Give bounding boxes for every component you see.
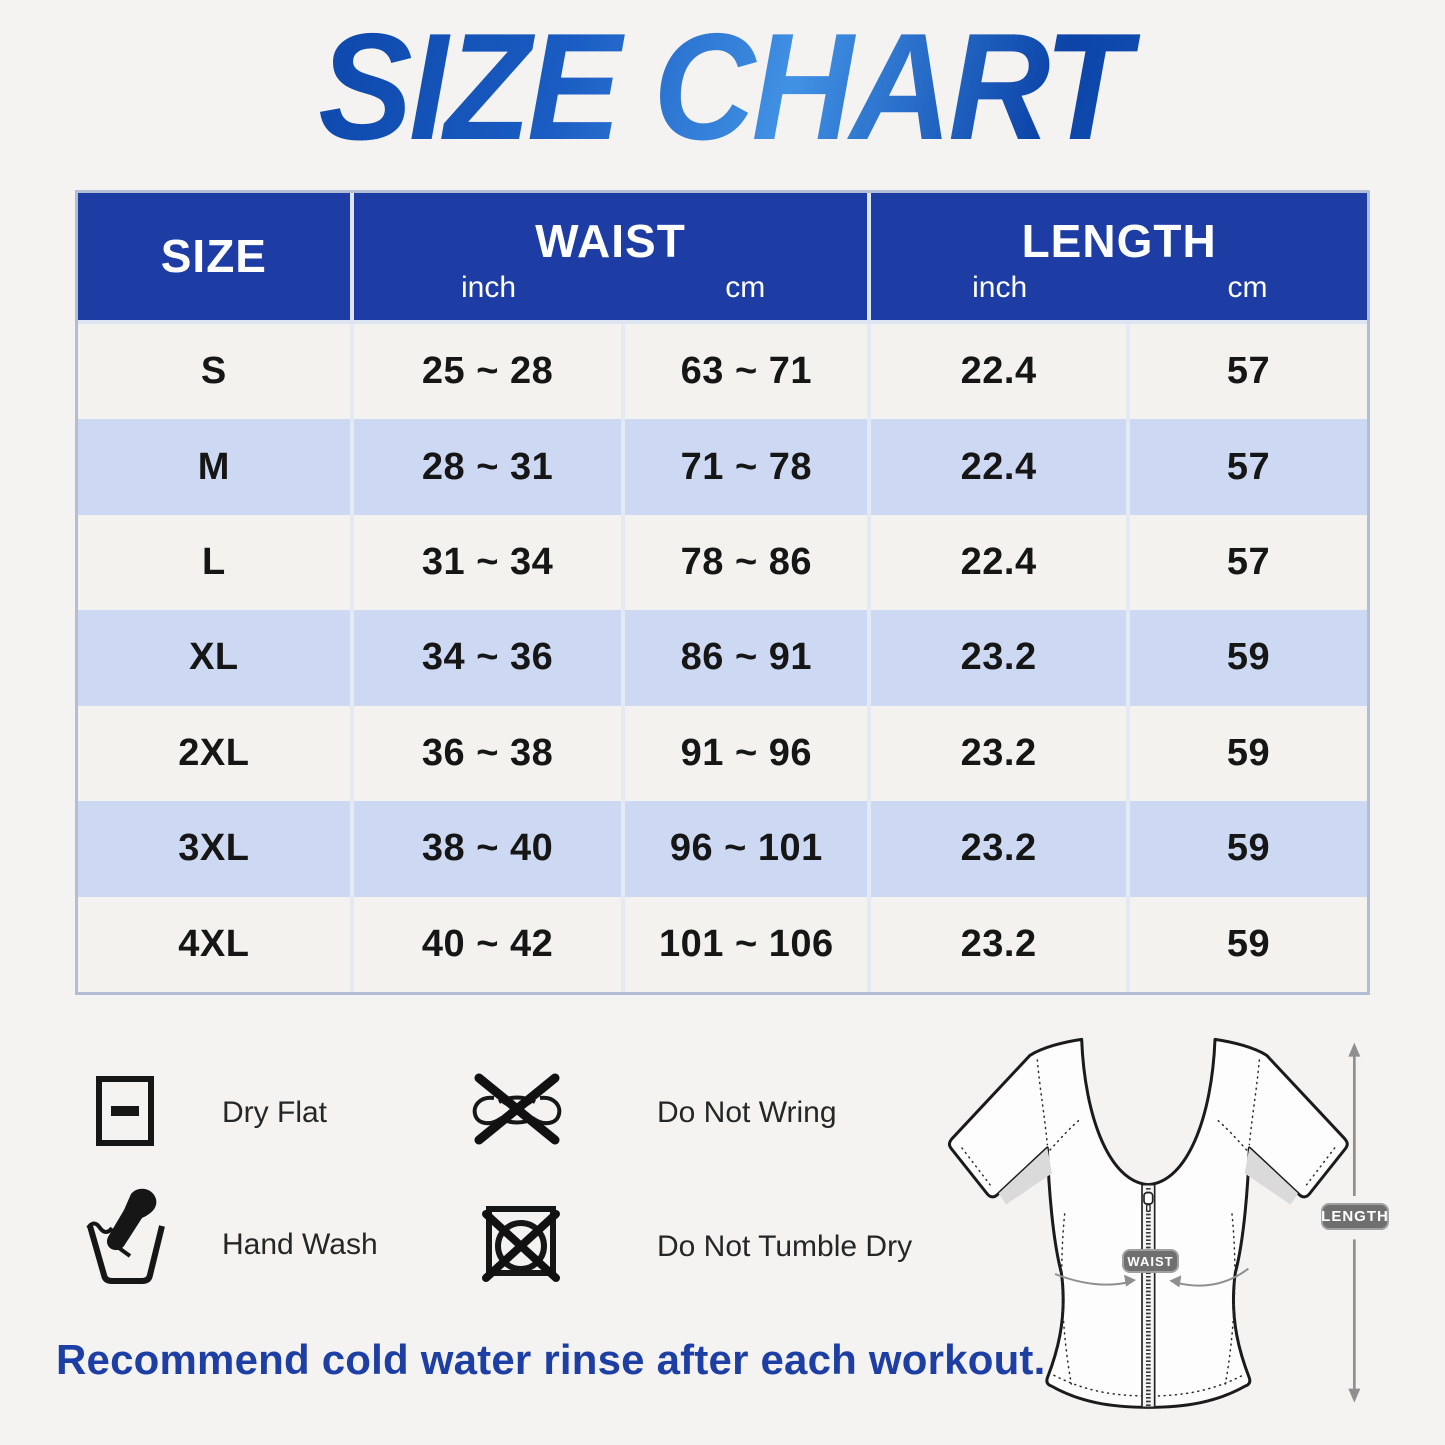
cell-waist-inch: 28 ~ 31 xyxy=(350,419,622,514)
table-row xyxy=(78,706,1367,801)
cell-length-inch: 23.2 xyxy=(867,897,1126,992)
cell-length-inch: 22.4 xyxy=(867,515,1126,610)
header-length-label: LENGTH xyxy=(1021,215,1217,267)
cell-size: L xyxy=(202,541,226,584)
care-note: Recommend cold water rinse after each workout. xyxy=(56,1336,1046,1383)
cell-length-inch: 22.4 xyxy=(867,419,1126,514)
length-label-pill: LENGTH xyxy=(1321,1203,1389,1230)
table-row xyxy=(78,324,1367,419)
table-row xyxy=(78,897,1367,992)
cell-length-inch: 23.2 xyxy=(867,706,1126,801)
care-label-hand-wash: Hand Wash xyxy=(222,1228,378,1261)
cell-length-cm: 59 xyxy=(1126,706,1367,801)
dry-flat-icon xyxy=(94,1074,156,1148)
cell-waist-inch: 40 ~ 42 xyxy=(350,897,622,992)
cell-length-cm: 57 xyxy=(1126,419,1367,514)
cell-length-cm: 59 xyxy=(1126,801,1367,896)
table-row xyxy=(78,515,1367,610)
table-row xyxy=(78,801,1367,896)
page-title: SIZE CHART xyxy=(51,16,1395,158)
hand-wash-icon xyxy=(86,1186,166,1284)
cell-size: XL xyxy=(189,636,239,679)
cell-size: S xyxy=(200,350,227,393)
cell-size: 2XL xyxy=(178,731,250,774)
header-length xyxy=(867,193,1367,320)
care-label-dry-flat: Dry Flat xyxy=(222,1096,327,1129)
cell-size: 3XL xyxy=(178,827,250,870)
cell-length-cm: 57 xyxy=(1126,515,1367,610)
cell-length-cm: 59 xyxy=(1126,897,1367,992)
cell-length-inch: 23.2 xyxy=(867,610,1126,705)
header-waist-label: WAIST xyxy=(535,215,686,267)
cell-waist-inch: 36 ~ 38 xyxy=(350,706,622,801)
cell-waist-cm: 96 ~ 101 xyxy=(621,801,867,896)
cell-waist-inch: 38 ~ 40 xyxy=(350,801,622,896)
table-header xyxy=(78,193,1367,324)
cell-size: 4XL xyxy=(178,922,250,965)
cell-length-cm: 57 xyxy=(1126,324,1367,419)
cell-length-cm: 59 xyxy=(1126,610,1367,705)
cell-waist-inch: 25 ~ 28 xyxy=(350,324,622,419)
header-waist-cm: cm xyxy=(725,271,766,305)
cell-size: M xyxy=(197,445,230,488)
cell-length-inch: 23.2 xyxy=(867,801,1126,896)
header-size-label: SIZE xyxy=(160,230,267,283)
header-length-cm: cm xyxy=(1227,271,1268,305)
cell-waist-cm: 78 ~ 86 xyxy=(621,515,867,610)
table-body xyxy=(78,324,1367,992)
care-label-do-not-wring: Do Not Wring xyxy=(657,1096,837,1129)
size-chart-table xyxy=(75,190,1370,995)
table-row xyxy=(78,419,1367,514)
table-row xyxy=(78,610,1367,705)
do-not-wring-icon xyxy=(468,1070,566,1148)
header-size xyxy=(78,193,350,320)
care-label-do-not-tumble-dry: Do Not Tumble Dry xyxy=(657,1230,913,1263)
cell-waist-cm: 86 ~ 91 xyxy=(621,610,867,705)
cell-waist-inch: 31 ~ 34 xyxy=(350,515,622,610)
cell-waist-cm: 71 ~ 78 xyxy=(621,419,867,514)
header-length-inch: inch xyxy=(972,271,1028,305)
cell-waist-inch: 34 ~ 36 xyxy=(350,610,622,705)
cell-waist-cm: 63 ~ 71 xyxy=(621,324,867,419)
waist-label-pill: WAIST xyxy=(1122,1249,1179,1273)
header-waist xyxy=(350,193,868,320)
cell-waist-cm: 91 ~ 96 xyxy=(621,706,867,801)
zipper xyxy=(1142,1185,1155,1408)
cell-length-inch: 22.4 xyxy=(867,324,1126,419)
cell-waist-cm: 101 ~ 106 xyxy=(621,897,867,992)
header-waist-inch: inch xyxy=(460,271,517,305)
do-not-tumble-dry-icon xyxy=(480,1200,562,1284)
